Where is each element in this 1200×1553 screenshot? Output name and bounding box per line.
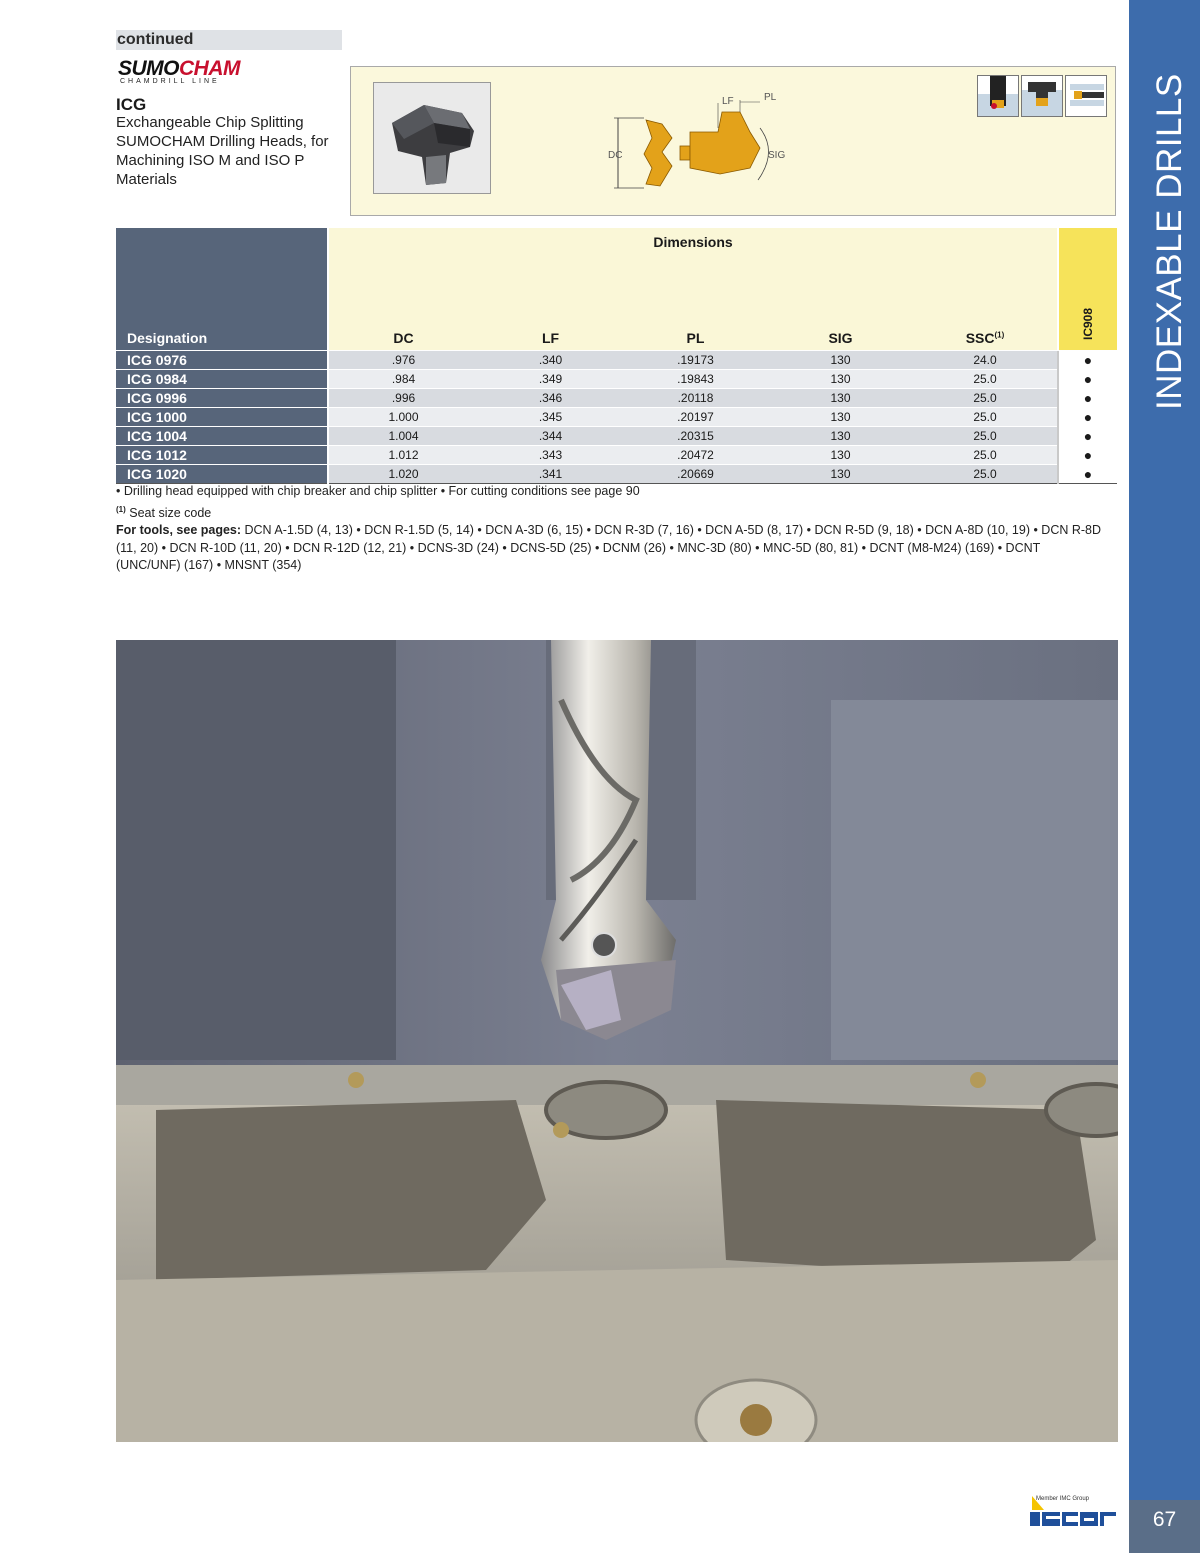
col-lf: LF bbox=[478, 256, 623, 351]
cell-grade: ● bbox=[1058, 446, 1117, 465]
drilling-application-photo bbox=[116, 640, 1118, 1442]
note-line: • Drilling head equipped with chip breaker and chip splitter • For cutting conditions see page 90 bbox=[116, 484, 640, 498]
cell-sig: 130 bbox=[768, 446, 913, 465]
cell-designation: ICG 1020 bbox=[116, 465, 328, 484]
cell-designation: ICG 0976 bbox=[116, 351, 328, 370]
product-description: Exchangeable Chip Splitting SUMOCHAM Drilling Heads, for Machining ISO M and ISO P Materials bbox=[116, 114, 329, 188]
cell-pl: .20197 bbox=[623, 408, 768, 427]
footnote: $^{(1)}$ Seat size code bbox=[116, 504, 212, 520]
counterbore-op-icon bbox=[1021, 75, 1063, 117]
table-row bbox=[116, 446, 1117, 465]
cell-ssc: 25.0 bbox=[913, 465, 1058, 484]
cell-grade: ● bbox=[1058, 389, 1117, 408]
table-row bbox=[116, 465, 1117, 484]
page-number: 67 bbox=[1152, 1508, 1177, 1531]
cell-designation: ICG 0996 bbox=[116, 389, 328, 408]
group-dimensions: Dimensions bbox=[328, 228, 1058, 256]
label-pl: PL bbox=[764, 92, 777, 103]
label-lf: LF bbox=[722, 96, 734, 107]
cell-dc: 1.004 bbox=[328, 427, 478, 446]
col-dc: DC bbox=[328, 256, 478, 351]
cell-lf: .349 bbox=[478, 370, 623, 389]
cell-lf: .344 bbox=[478, 427, 623, 446]
table-row bbox=[116, 389, 1117, 408]
cell-lf: .346 bbox=[478, 389, 623, 408]
table-row bbox=[116, 351, 1117, 370]
cell-pl: .19843 bbox=[623, 370, 768, 389]
drill-head-photo bbox=[373, 82, 491, 194]
cell-ssc: 25.0 bbox=[913, 446, 1058, 465]
label-dc: DC bbox=[608, 150, 623, 161]
notes bbox=[116, 483, 1106, 575]
cell-dc: .976 bbox=[328, 351, 478, 370]
cell-designation: ICG 1004 bbox=[116, 427, 328, 446]
cell-pl: .20669 bbox=[623, 465, 768, 484]
cell-sig: 130 bbox=[768, 370, 913, 389]
cell-dc: .996 bbox=[328, 389, 478, 408]
cell-pl: .20118 bbox=[623, 389, 768, 408]
cell-ssc: 25.0 bbox=[913, 408, 1058, 427]
product-table bbox=[116, 228, 1117, 484]
cell-sig: 130 bbox=[768, 351, 913, 370]
cell-dc: 1.020 bbox=[328, 465, 478, 484]
cell-lf: .341 bbox=[478, 465, 623, 484]
col-pl: PL bbox=[623, 256, 768, 351]
cell-lf: .345 bbox=[478, 408, 623, 427]
cell-dc: 1.012 bbox=[328, 446, 478, 465]
continued-label: continued bbox=[116, 30, 342, 50]
cell-pl: .20315 bbox=[623, 427, 768, 446]
dimension-diagram bbox=[600, 88, 800, 196]
cell-dc: 1.000 bbox=[328, 408, 478, 427]
table-row bbox=[116, 427, 1117, 446]
drilling-op-icon bbox=[977, 75, 1019, 117]
cell-grade: ● bbox=[1058, 465, 1117, 484]
cell-pl: .19173 bbox=[623, 351, 768, 370]
table-row bbox=[116, 370, 1117, 389]
table-row bbox=[116, 408, 1117, 427]
cell-lf: .340 bbox=[478, 351, 623, 370]
label-sig: SIG bbox=[768, 150, 786, 161]
cell-grade: ● bbox=[1058, 370, 1117, 389]
cell-sig: 130 bbox=[768, 408, 913, 427]
col-grade: IC908 bbox=[1058, 228, 1117, 351]
cell-sig: 130 bbox=[768, 465, 913, 484]
cell-ssc: 25.0 bbox=[913, 427, 1058, 446]
cell-pl: .20472 bbox=[623, 446, 768, 465]
cell-designation: ICG 0984 bbox=[116, 370, 328, 389]
iscar-logo bbox=[1028, 1496, 1120, 1530]
cell-lf: .343 bbox=[478, 446, 623, 465]
cell-ssc: 25.0 bbox=[913, 389, 1058, 408]
boring-op-icon bbox=[1065, 75, 1107, 117]
product-code: ICG bbox=[116, 95, 147, 114]
tool-references: For tools, see pages: DCN A-1.5D (4, 13) • DCN R-1.5D (5, 14) • DCN A-3D (6, 15) • DCN R-3D (7, 16) • DCN A-5D (8, 17) • DCN R-5D (9, 18) • DCN A-8D (10, 19) • DCN R-8D (11, 20) • DCN R-10D (11, 20) • DCN R-12D (12, 21) • DCNS-3D (24) • DCNS-5D (25) • DCNM (26) • MNC-3D (80) • MNC-5D (80, 81) • DCNT (M8-M24) (169) • DCNT (UNC/UNF) (167) • MNSNT (354) bbox=[116, 523, 1102, 573]
section-title: INDEXABLE DRILLS bbox=[1150, 73, 1189, 410]
cell-designation: ICG 1000 bbox=[116, 408, 328, 427]
member-text: Member IMC Group bbox=[1036, 1496, 1090, 1502]
cell-sig: 130 bbox=[768, 427, 913, 446]
sumocham-logo: SUMOCHAM CHAMDRILL LINE bbox=[118, 57, 240, 85]
cell-grade: ● bbox=[1058, 408, 1117, 427]
cell-grade: ● bbox=[1058, 427, 1117, 446]
col-sig: SIG bbox=[768, 256, 913, 351]
cell-grade: ● bbox=[1058, 351, 1117, 370]
col-designation: Designation bbox=[116, 228, 328, 351]
col-ssc: SSC$^{(1)}$ bbox=[913, 256, 1058, 351]
cell-ssc: 24.0 bbox=[913, 351, 1058, 370]
cell-sig: 130 bbox=[768, 389, 913, 408]
cell-ssc: 25.0 bbox=[913, 370, 1058, 389]
cell-designation: ICG 1012 bbox=[116, 446, 328, 465]
cell-dc: .984 bbox=[328, 370, 478, 389]
